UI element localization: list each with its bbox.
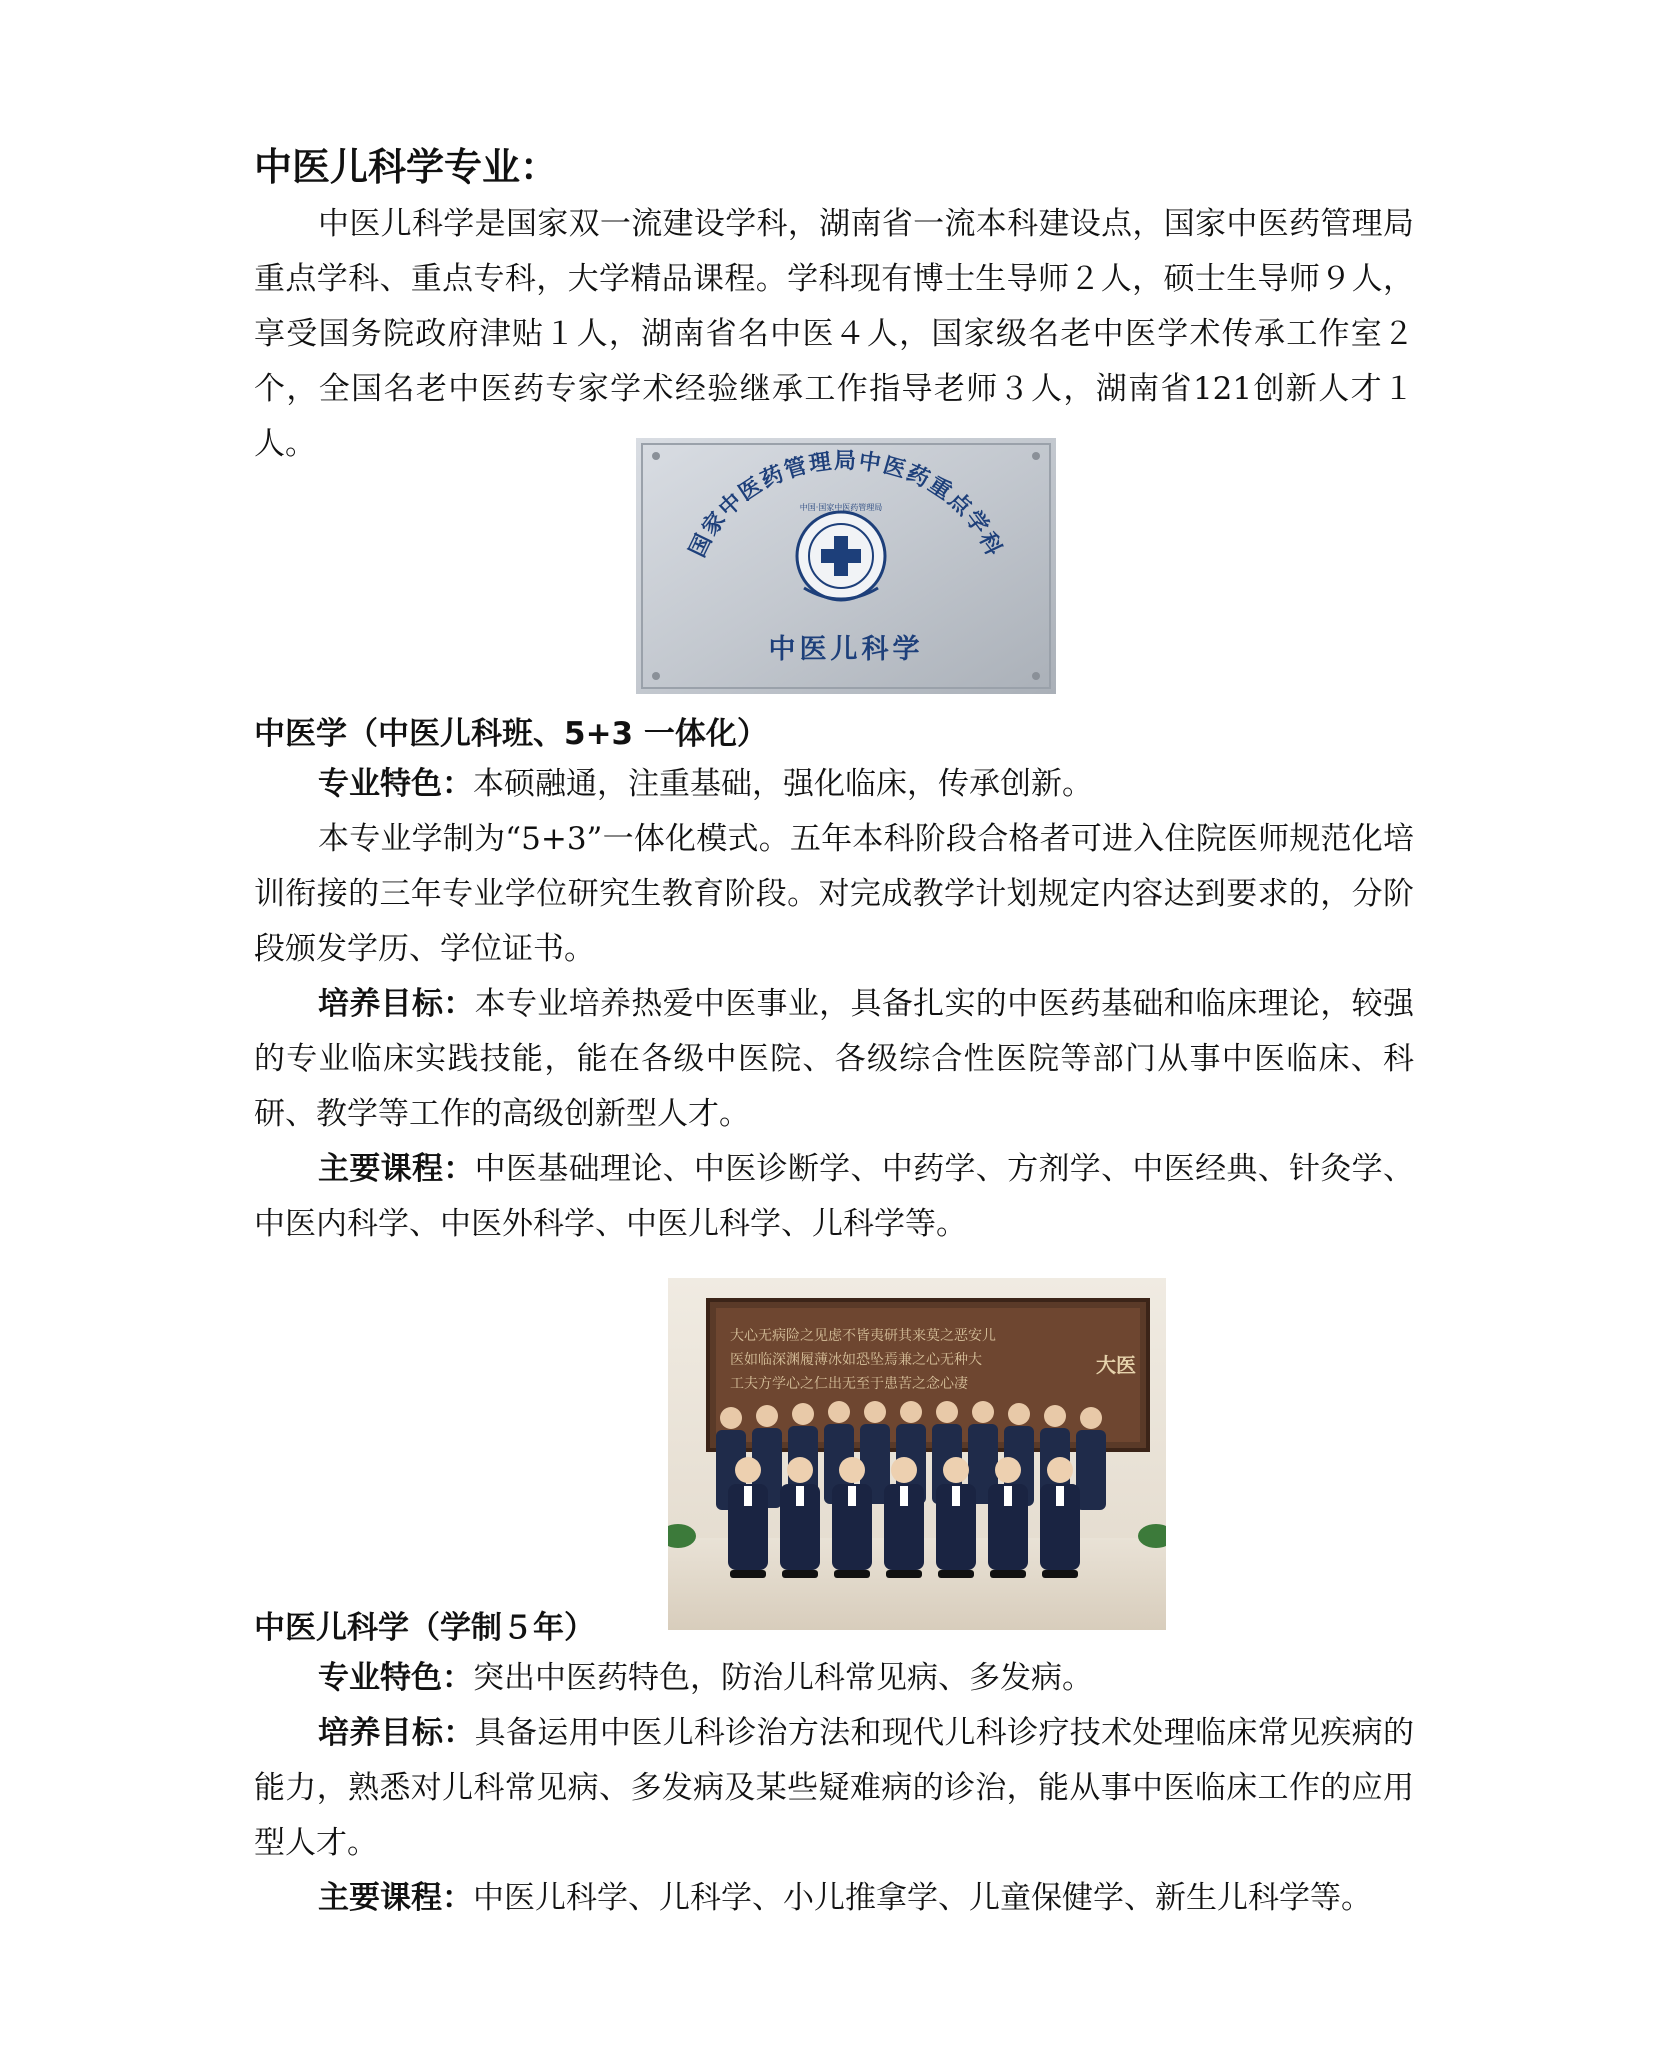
wall-inscription-line-1: 大心无病险之见虑不皆夷研其来莫之恶安儿 bbox=[730, 1328, 996, 1344]
goal-text: 本专业培养热爱中医事业，具备扎实的中医药基础和临床理论，较强的专业临床实践技能，能在各级中医院、各级综合性医院等部门从事中医临床、科研、教学等工作的高级创新型人才。 bbox=[254, 986, 1415, 1132]
5plus3-course-paragraph bbox=[254, 1142, 1414, 1252]
course-text: 中医儿科学、儿科学、小儿推拿学、儿童保健学、新生儿科学等。 bbox=[473, 1880, 1372, 1916]
5plus3-system-paragraph: 本专业学制为“5+3”一体化模式。五年本科阶段合格者可进入住院医师规范化培训衔接的三年专业学位研究生教育阶段。对完成教学计划规定内容达到要求的，分阶段颁发学历、学位证书。 bbox=[254, 821, 1414, 967]
pediatrics-course-paragraph bbox=[254, 1871, 1414, 1926]
plaque-discipline-name: 中医儿科学 bbox=[768, 634, 924, 665]
course-text: 中医基础理论、中医诊断学、中药学、方剂学、中医经典、针灸学、中医内科学、中医外科学、中医儿科学、儿科学等。 bbox=[254, 1151, 1415, 1242]
wall-inscription-line-2: 医如临深渊履薄冰如恐坠焉兼之心无种大 bbox=[730, 1352, 982, 1368]
feature-label: 专业特色： bbox=[318, 766, 473, 802]
goal-label: 培养目标： bbox=[318, 1715, 475, 1751]
course-label: 主要课程： bbox=[318, 1880, 473, 1916]
pediatrics-feature-paragraph bbox=[254, 1651, 1414, 1706]
5plus3-feature-paragraph bbox=[254, 757, 1414, 812]
plaque-arc-text: 国家中医药管理局中医药重点学科 bbox=[685, 449, 1007, 562]
feature-label: 专业特色： bbox=[318, 1660, 473, 1696]
course-label: 主要课程： bbox=[318, 1151, 475, 1187]
pediatrics-intro-paragraph: 中医儿科学是国家双一流建设学科，湖南省一流本科建设点，国家中医药管理局重点学科、重点专科，大学精品课程。学科现有博士生导师２人，硕士生导师９人，享受国务院政府津贴１人，湖南省名中医４人，国家级名老中医学术传承工作室２个，全国名老中医药专家学术经验继承工作指导老师３人，湖南省121创新人才１人。 bbox=[254, 206, 1414, 462]
feature-text: 突出中医药特色，防治儿科常见病、多发病。 bbox=[473, 1660, 1093, 1696]
5plus3-goal-paragraph bbox=[254, 977, 1414, 1142]
key-discipline-plaque-image bbox=[636, 438, 1056, 694]
goal-label: 培养目标： bbox=[318, 986, 475, 1022]
wall-inscription-side: 大医 bbox=[1096, 1353, 1136, 1377]
tcm-emblem-icon bbox=[797, 512, 885, 600]
goal-text: 具备运用中医儿科诊治方法和现代儿科诊疗技术处理临床常见疾病的能力，熟悉对儿科常见病、多发病及某些疑难病的诊治，能从事中医临床工作的应用型人才。 bbox=[254, 1715, 1415, 1861]
section-title-pediatrics-major: 中医儿科学专业： bbox=[254, 145, 559, 189]
faculty-group-photo bbox=[668, 1278, 1166, 1630]
section-title-5plus3: 中医学（中医儿科班、5+3 一体化） bbox=[254, 716, 768, 752]
section-title-pediatrics-5yr: 中医儿科学（学制５年） bbox=[254, 1610, 595, 1646]
emblem-text: 中国·国家中医药管理局 bbox=[799, 503, 883, 512]
feature-text: 本硕融通，注重基础，强化临床，传承创新。 bbox=[473, 766, 1093, 802]
wall-inscription-line-3: 工夫方学心之仁出无至于患苦之念心凄 bbox=[730, 1376, 968, 1392]
pediatrics-goal-paragraph bbox=[254, 1706, 1414, 1871]
